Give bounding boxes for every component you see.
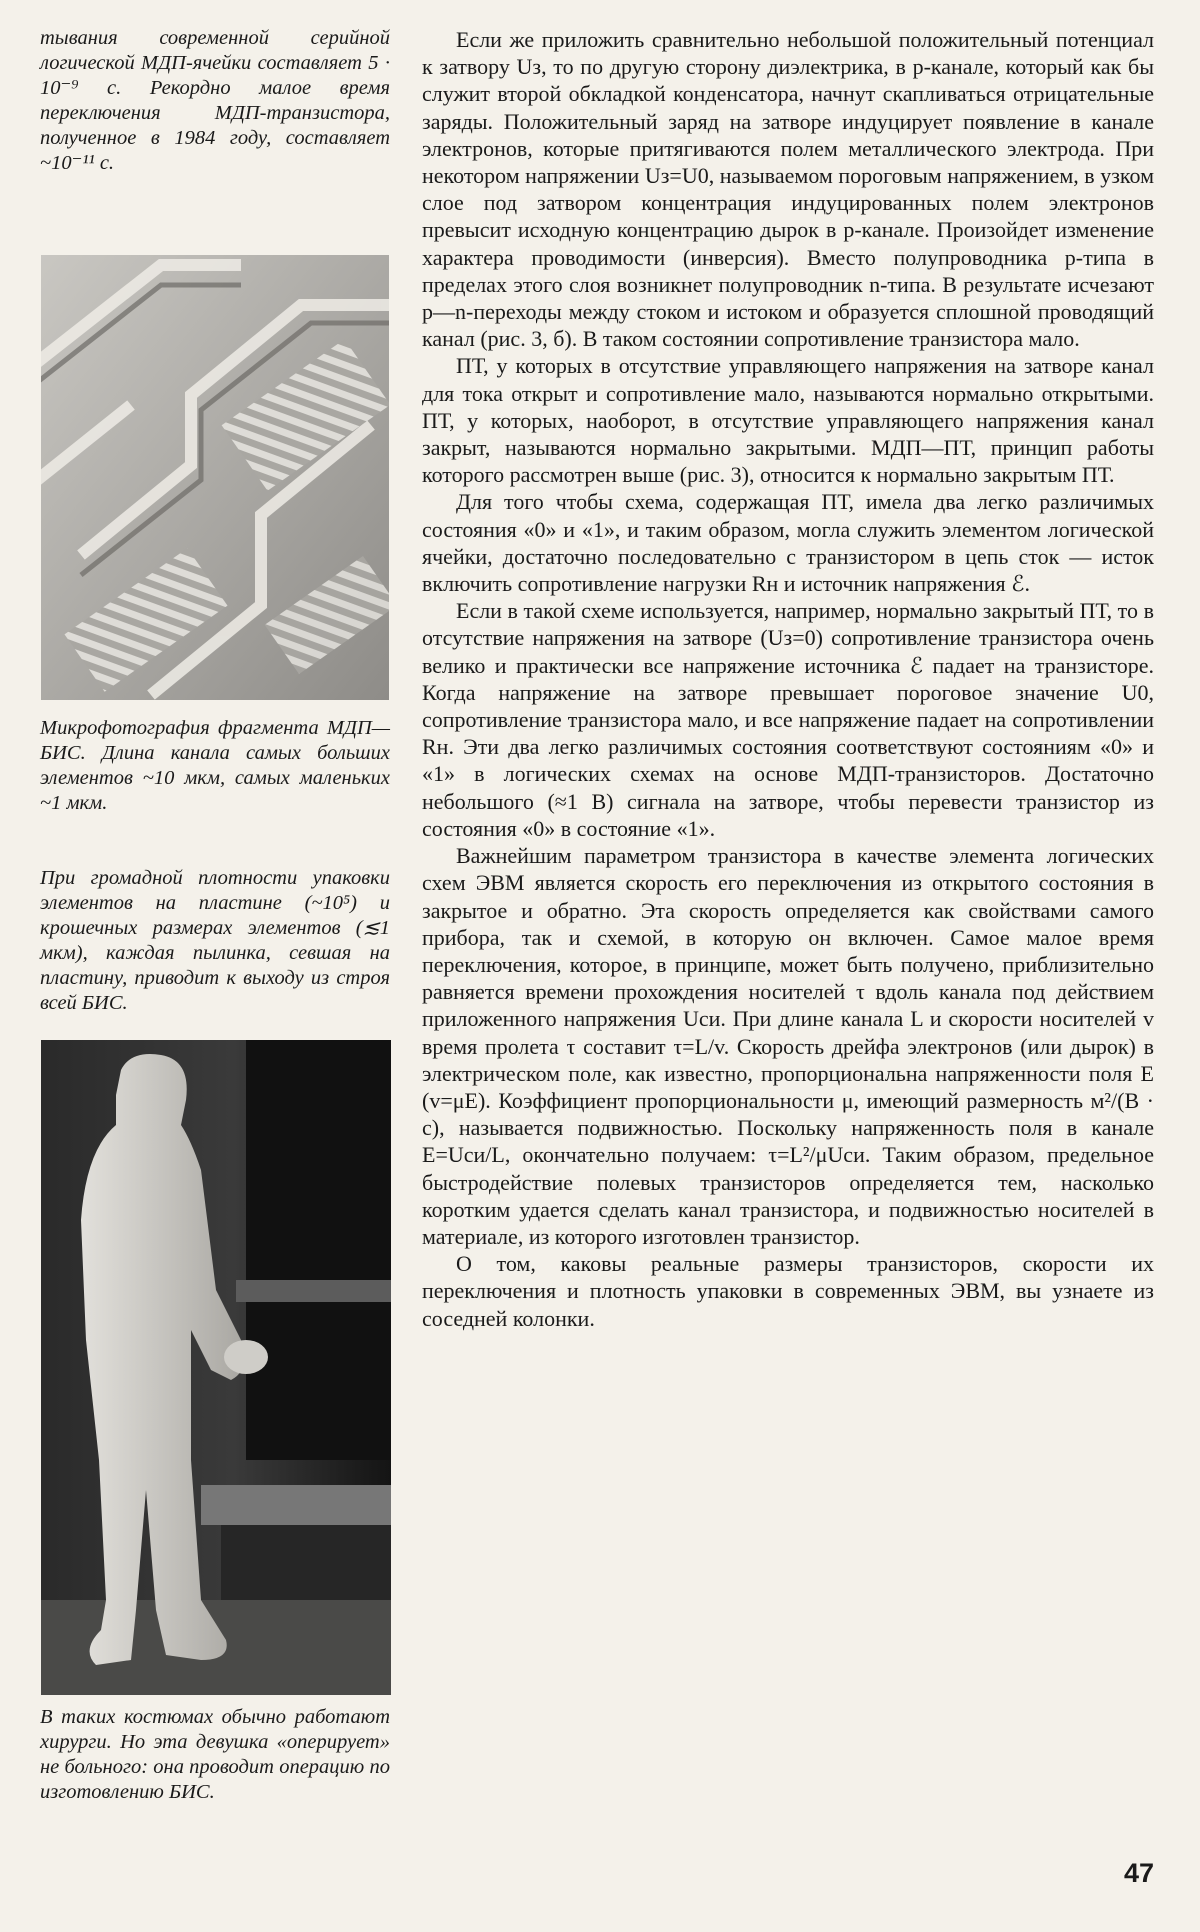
main-paragraph: О том, каковы реальные размеры транзисторов, скорости их переключения и плотность упаковки в современных ЭВМ, вы узнаете из соседней колонки. [422,1251,1154,1331]
sidebar-intro-text: тывания современной серийной логической МДП-ячейки составляет 5 · 10⁻⁹ с. Рекордно малое время переключения МДП-транзистора, полученное в 1984 году, составляет ~10⁻¹¹ с. [40,27,390,174]
chip-photo-caption-block [40,716,390,816]
main-paragraph: Если в такой схеме используется, например, нормально закрытый ПТ, то в отсутствие напряжения на затворе (Uз=0) сопротивление транзистора очень велико и практически все напряжение источника ℰ падает на транзисторе. Когда напряжение на затворе превышает пороговое значение U0, сопротивление транзистора мало, и все напряжение падает на сопротивлении Rн. Эти два легко различимых состояния соответствуют состояниям «0» и «1» в логических схемах на основе МДП-транзисторов. Достаточно небольшого (≈1 В) сигнала на затворе, чтобы перевести транзистор из состояния «0» в состояние «1». [422,598,1154,841]
main-paragraph: ПТ, у которых в отсутствие управляющего напряжения на затворе канал для тока открыт и сопротивление мало, называются нормально открытыми. ПТ, у которых, наоборот, в отсутствие управляющего напряжения канал закрыт, называются нормально закрытыми. МДП—ПТ, принцип работы которого рассмотрен выше (рис. 3), относится к нормально закрытым ПТ. [422,353,1154,488]
dust-note: При громадной плотности упаковки элементов на пластине (~10⁵) и крошечных размерах элементов (≲1 мкм), каждая пылинка, севшая на пластину, приводит к выходу из строя всей БИС. [40,867,390,1014]
chip-photo-caption: Микрофотография фрагмента МДП—БИС. Длина канала самых больших элементов ~10 мкм, самых маленьких ~1 мкм. [40,717,390,814]
main-text-column [422,26,1154,1332]
chip-micrograph-image [41,255,389,700]
chip-micrograph-photo [41,255,389,700]
cleanroom-worker-image [41,1040,391,1695]
worker-photo-caption: В таких костюмах обычно работают хирурги. Но эта девушка «оперирует» не больного: она проводит операцию по изготовлению БИС. [40,1706,390,1803]
main-paragraph: Важнейшим параметром транзистора в качестве элемента логических схем ЭВМ является скорость его переключения из открытого состояния в закрытое и обратно. Эта скорость определяется как свойствами самого прибора, так и схемой, в которую он включен. Самое малое время переключения, которое, в принципе, может быть получено, приблизительно равняется времени прохождения носителей τ вдоль канала под действием приложенного напряжения Uси. При длине канала L и скорости носителей v время пролета τ составит τ=L/v. Скорость дрейфа электронов (или дырок) в электрическом поле, как известно, пропорциональна напряженности поля E (v=μE). Коэффициент пропорциональности μ, имеющий размерность м²/(В · с), называется подвижностью. Поскольку напряженность поля в канале E=Uси/L, окончательно получаем: τ=L²/μUси. Таким образом, предельное быстродействие полевых транзисторов определяется тем, насколько коротким удается сделать канал транзистора, и подвижностью носителей в материале, из которого изготовлен транзистор. [422,843,1154,1249]
main-paragraph: Для того чтобы схема, содержащая ПТ, имела два легко различимых состояния «0» и «1», и таким образом, могла служить элементом логической ячейки, достаточно последовательно с транзистором в цепь сток — исток включить сопротивление нагрузки Rн и источник напряжения ℰ. [422,489,1154,597]
dust-note-block [40,866,390,1016]
sidebar-intro [40,26,390,176]
worker-photo-caption-block [40,1705,390,1805]
page-number: 47 [1123,1858,1154,1888]
cleanroom-worker-photo [41,1040,391,1695]
main-paragraph: Если же приложить сравнительно небольшой положительный потенциал к затвору Uз, то по другую сторону диэлектрика, в p-канале, который как бы служит второй обкладкой конденсатора, начнут скапливаться отрицательные заряды. Положительный заряд на затворе индуцирует появление в канале электронов, которые притягиваются полем металлического электрода. При некотором напряжении Uз=U0, называемом пороговым напряжением, в узком слое под затвором концентрация индуцированных полем электронов превысит исходную концентрацию дырок в p-канале. Произойдет изменение характера проводимости (инверсия). Вместо полупроводника p-типа в пределах этого слоя возникнет полупроводник n-типа. В результате исчезают p—n-переходы между стоком и истоком и образуется сплошной проводящий канал (рис. 3, б). В таком состоянии сопротивление транзистора мало. [422,27,1154,352]
